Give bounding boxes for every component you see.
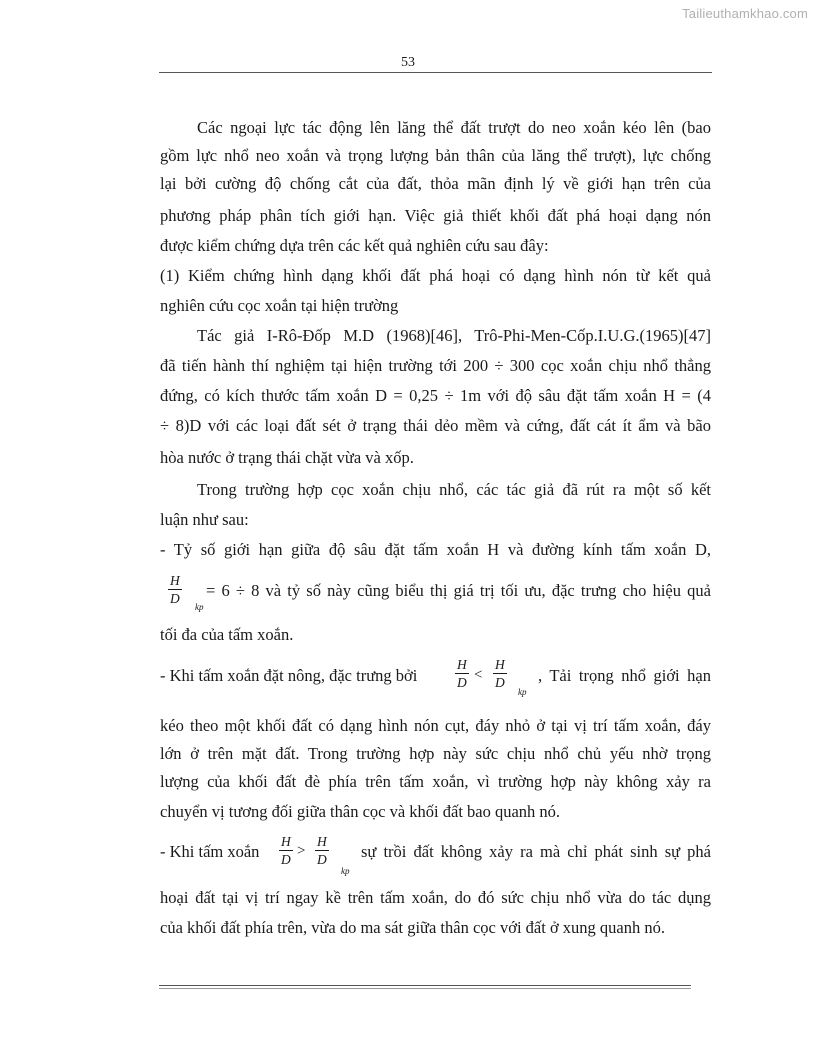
text-segment: - Khi tấm xoắn đặt nông, đặc trưng bởi (160, 666, 418, 685)
text-line: kéo theo một khối đất có dạng hình nón cụt, đáy nhỏ ở tại vị trí tấm xoắn, đáy (160, 716, 711, 735)
fraction-numerator: H (281, 834, 291, 849)
fraction (168, 572, 182, 607)
text-line: phương pháp phân tích giới hạn. Việc giả thiết khối đất phá hoại dạng nón (160, 206, 711, 225)
fraction-numerator: H (495, 657, 505, 672)
text-line: (1) Kiểm chứng hình dạng khối đất phá hoại có dạng hình nón từ kết quả (160, 266, 711, 285)
text-line: chuyển vị tương đối giữa thân cọc và khối đất bao quanh nó. (160, 802, 561, 821)
fraction-denominator: D (170, 591, 180, 606)
fraction-denominator: D (281, 852, 291, 867)
text-line: được kiểm chứng dựa trên các kết quả nghiên cứu sau đây: (160, 236, 549, 255)
fraction-denominator: D (317, 852, 327, 867)
text-segment: sự trồi đất không xảy ra mà chỉ phát sinh sự phá (361, 842, 711, 861)
text-line: Tác giả I-Rô-Đốp M.D (1968)[46], Trô-Phi-Men-Cốp.I.U.G.(1965)[47] (197, 326, 711, 345)
fraction (493, 656, 507, 691)
text-line: Các ngoại lực tác động lên lăng thể đất trượt do neo xoắn kéo lên (bao (197, 118, 711, 137)
text-line: nghiên cứu cọc xoắn tại hiện trường (160, 296, 399, 315)
fraction-numerator: H (317, 834, 327, 849)
text-line: ÷ 8)D với các loại đất sét ở trạng thái dẻo mềm và cứng, đất cát ít ẩm và bão (160, 416, 711, 435)
greater-than-sign: > (297, 843, 306, 859)
text-segment: , Tải trọng nhổ giới hạn (538, 666, 711, 685)
text-line: đã tiến hành thí nghiệm tại hiện trường tới 200 ÷ 300 cọc xoắn chịu nhổ thẳng (160, 356, 711, 375)
watermark: Tailieuthamkhao.com (682, 6, 808, 21)
subscript: kp (195, 602, 204, 612)
text-line: Trong trường hợp cọc xoắn chịu nhổ, các tác giả đã rút ra một số kết (197, 480, 711, 499)
text-line: = 6 ÷ 8 và tỷ số này cũng biểu thị giá trị tối ưu, đặc trưng cho hiệu quả (206, 581, 711, 600)
fraction (315, 833, 329, 868)
fraction (455, 656, 469, 691)
text-line: của khối đất phía trên, vừa do ma sát giữa thân cọc với đất ở xung quanh nó. (160, 918, 665, 937)
text-segment: - Khi tấm xoắn (160, 842, 260, 861)
fraction-denominator: D (495, 675, 505, 690)
text-line: tối đa của tấm xoắn. (160, 625, 294, 644)
subscript: kp (518, 687, 527, 697)
text-line: - Tỷ số giới hạn giữa độ sâu đặt tấm xoắn H và đường kính tấm xoắn D, (160, 540, 711, 559)
text-line: hòa nước ở trạng thái chặt vừa và xốp. (160, 448, 414, 467)
header-rule (159, 72, 712, 73)
less-than-sign: < (474, 667, 483, 683)
text-line: lại bởi cường độ chống cắt của đất, thỏa mãn định lý về giới hạn trên của (160, 174, 711, 193)
text-line: lượng của khối đất đè phía trên tấm xoắn, vì trường hợp này không xảy ra (160, 772, 711, 791)
text-line: gồm lực nhổ neo xoắn và trọng lượng bản thân của lăng thể trượt), lực chống (160, 146, 711, 165)
footer-rule-secondary (159, 988, 691, 989)
text-line: hoại đất tại vị trí ngay kề trên tấm xoắn, do đó sức chịu nhổ vừa do tác dụng (160, 888, 711, 907)
page-number: 53 (401, 55, 415, 70)
footer-rule (159, 985, 691, 986)
text-line: luận như sau: (160, 510, 249, 529)
text-line: lớn ở trên mặt đất. Trong trường hợp này sức chịu nhổ chủ yếu nhờ trọng (160, 744, 711, 763)
subscript: kp (341, 866, 350, 876)
fraction-numerator: H (170, 573, 180, 588)
fraction (279, 833, 293, 868)
text-line: đứng, có kích thước tấm xoắn D = 0,25 ÷ 1m với độ sâu đặt tấm xoắn H = (4 (160, 386, 711, 405)
fraction-denominator: D (457, 675, 467, 690)
fraction-numerator: H (457, 657, 467, 672)
